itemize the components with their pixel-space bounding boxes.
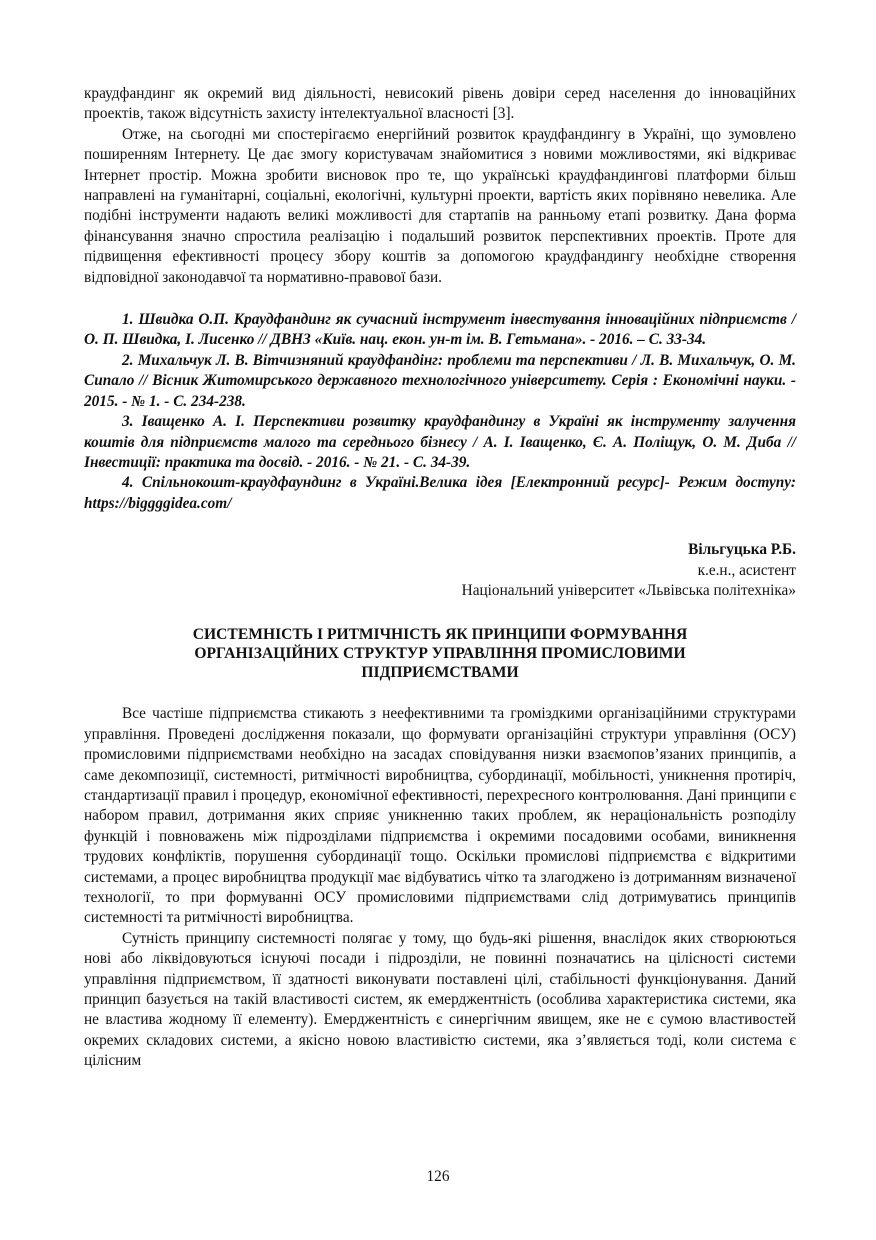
- reference-item: 2. Михальчук Л. В. Вітчизняний краудфандінг: проблеми та перспективи / Л. В. Михальчук, О. М. Сипало // Вісник Житомирського державного технологічного університету. Серія : Економічні науки. - 2015. - № 1. - С. 234-238.: [84, 351, 796, 410]
- author-block: [84, 540, 796, 601]
- article-title: СИСТЕМНІСТЬ І РИТМІЧНІСТЬ ЯК ПРИНЦИПИ ФОРМУВАННЯ ОРГАНІЗАЦІЙНИХ СТРУКТУР УПРАВЛІННЯ ПРОМИСЛОВИМИ ПІДПРИЄМСТВАМИ: [192, 626, 688, 682]
- author-affiliation: Національний університет «Львівська політехніка»: [461, 581, 796, 599]
- reference-item: 4. Спільнокошт-краудфаундинг в Україні.Велика ідея [Електронний ресурс]- Режим доступу: https://biggggidea.com/: [84, 474, 796, 512]
- reference-item: 3. Іващенко А. І. Перспективи розвитку краудфандингу в Україні як інструменту залучення коштів для підприємств малого та середнього бізнесу / А. І. Іващенко, Є. А. Поліщук, О. М. Диба // Інвестиції: практика та досвід. - 2016. - № 21. - С. 34-39.: [84, 413, 796, 471]
- references-list: [84, 310, 796, 514]
- author-position: к.е.н., асистент: [697, 561, 796, 579]
- page-number: 126: [426, 1168, 450, 1185]
- document-page: [84, 84, 796, 1072]
- author-name: Вільгуцька Р.Б.: [688, 541, 796, 559]
- body-paragraph: Сутність принципу системності полягає у тому, що будь-які рішення, внаслідок яких створюються нові або ліквідовуються існуючі посади і підрозділи, не повинні позначатись на цілісності системи управління підприємством, її здатності виконувати поставлені цілі, стабільності функціонування. Даний принцип базується на такій властивості систем, як емерджентність (особлива характеристика системи, яка не властива жодному її елементу). Емерджентність є синергічним явищем, яке не є сумою властивостей окремих складових системи, а якісно новою властивістю системи, яка з’являється тоді, коли система є цілісним: [84, 929, 796, 1070]
- intro-paragraph: краудфандинг як окремий вид діяльності, невисокий рівень довіри серед населення до інноваційних проектів, також відсутність захисту інтелектуальної власності [3].: [84, 85, 796, 123]
- intro-paragraph: Отже, на сьогодні ми спостерігаємо енергійний розвиток краудфандингу в Україні, що зумовлено поширенням Інтернету. Це дає змогу користувачам знайомитися з новими можливостями, які відкриває Інтернет простір. Можна зробити висновок про те, що українські краудфандингові платформи більш направлені на гуманітарні, соціальні, екологічні, культурні проекти, вартість яких порівняно невелика. Але подібні інструменти надають великі можливості для стартапів на ранньому етапі розвитку. Дана форма фінансування значно спростила реалізацію і подальший розвиток перспективних проектів. Проте для підвищення ефективності процесу збору коштів за допомогою краудфандингу необхідне створення відповідної законодавчої та нормативно-правової бази.: [84, 125, 796, 286]
- reference-item: 1. Швидка О.П. Краудфандинг як сучасний інструмент інвестування інноваційних підприємств / О. П. Швидка, І. Лисенко // ДВНЗ «Київ. нац. екон. ун-т ім. В. Гетьмана». - 2016. – С. 33-34.: [84, 311, 796, 349]
- body-paragraph: Все частіше підприємства стикають з неефективними та громіздкими організаційними структурами управління. Проведені дослідження показали, що формувати організаційні структури управління (ОСУ) промисловими підприємствами необхідно на засадах сповідування низки взаємопов’язаних принципів, а саме декомпозиції, системності, ритмічності виробництва, субординації, мобільності, уникнення протиріч, стандартизації правил і процедур, економічної ефективності, перехресного контролювання. Дані принципи є набором правил, дотримання яких сприяє уникненню таких проблем, як нераціональність розподілу функцій і повноважень між підрозділами підприємства і окремими посадовими особами, виникнення трудових конфліктів, порушення субординації тощо. Оскільки промислові підприємства є відкритими системами, а процес виробництва продукції має відбуватись чітко та злагоджено із дотриманням визначеної технології, то при формуванні ОСУ промисловими підприємствами слід дотримуватись принципів системності та ритмічності виробництва.: [84, 705, 796, 927]
